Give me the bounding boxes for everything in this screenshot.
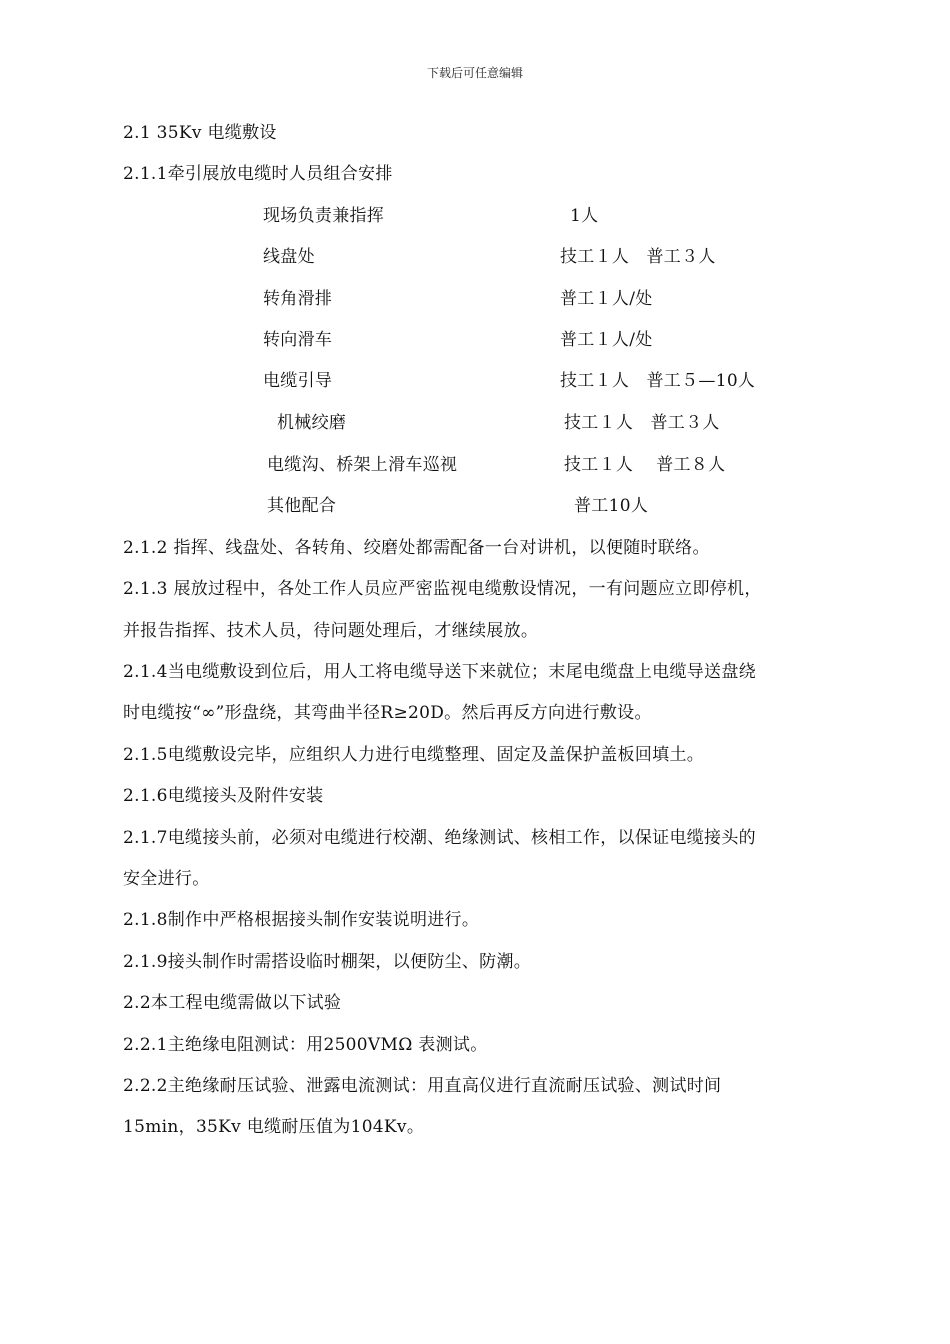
staffing-count: 普工10人: [574, 496, 649, 516]
paragraph-2-1-7-cont: 安全进行。: [123, 869, 210, 889]
paragraph-2-1-6: 2.1.6电缆接头及附件安装: [123, 786, 324, 806]
paragraph-2-2-2: 2.2.2主绝缘耐压试验、泄露电流测试：用直高仪进行直流耐压试验、测试时间: [123, 1076, 722, 1096]
staffing-count: 技工１人 普工３人: [564, 413, 720, 433]
section-heading-2-2: 2.2本工程电缆需做以下试验: [123, 993, 342, 1013]
staffing-count: 普工１人/处: [560, 289, 653, 309]
staffing-role: 转角滑排: [263, 289, 333, 309]
staffing-count: 技工１人 普工５—10人: [560, 371, 756, 391]
staffing-role: 其他配合: [267, 496, 337, 516]
staffing-role: 机械绞磨: [277, 413, 347, 433]
staffing-count: 普工１人/处: [560, 330, 653, 350]
paragraph-2-1-3: 2.1.3 展放过程中，各处工作人员应严密监视电缆敷设情况，一有问题应立即停机，: [123, 579, 762, 599]
paragraph-2-2-2-cont: 15min，35Kv 电缆耐压值为104Kv。: [123, 1117, 425, 1137]
page-header: 下载后可任意编辑: [426, 66, 523, 80]
paragraph-2-1-5: 2.1.5电缆敷设完毕，应组织人力进行电缆整理、固定及盖保护盖板回填土。: [123, 745, 705, 765]
staffing-role: 电缆沟、桥架上滑车巡视: [267, 455, 458, 475]
paragraph-2-1-2: 2.1.2 指挥、线盘处、各转角、绞磨处都需配备一台对讲机，以便随时联络。: [123, 538, 710, 558]
section-heading-2-1-1: 2.1.1牵引展放电缆时人员组合安排: [123, 164, 393, 184]
paragraph-2-1-4-cont: 时电缆按“∞”形盘绕，其弯曲半径R≥20D。然后再反方向进行敷设。: [123, 703, 652, 723]
paragraph-2-1-8: 2.1.8制作中严格根据接头制作安装说明进行。: [123, 910, 480, 930]
paragraph-2-1-9: 2.1.9接头制作时需搭设临时棚架，以便防尘、防潮。: [123, 952, 532, 972]
paragraph-2-1-4: 2.1.4当电缆敷设到位后，用人工将电缆导送下来就位；末尾电缆盘上电缆导送盘绕: [123, 662, 756, 682]
section-heading-2-1: 2.1 35Kv 电缆敷设: [123, 123, 277, 143]
staffing-count: 技工１人 普工８人: [564, 455, 726, 475]
staffing-role: 转向滑车: [263, 330, 333, 350]
staffing-role: 现场负责兼指挥: [263, 206, 385, 226]
staffing-role: 线盘处: [263, 247, 315, 267]
staffing-role: 电缆引导: [263, 371, 333, 391]
paragraph-2-2-1: 2.2.1主绝缘电阻测试：用2500VMΩ 表测试。: [123, 1035, 488, 1055]
staffing-count: 技工１人 普工３人: [560, 247, 716, 267]
staffing-count: 1人: [570, 206, 599, 226]
paragraph-2-1-3-cont: 并报告指挥、技术人员，待问题处理后，才继续展放。: [123, 621, 539, 641]
paragraph-2-1-7: 2.1.7电缆接头前，必须对电缆进行校潮、绝缘测试、核相工作，以保证电缆接头的: [123, 828, 756, 848]
